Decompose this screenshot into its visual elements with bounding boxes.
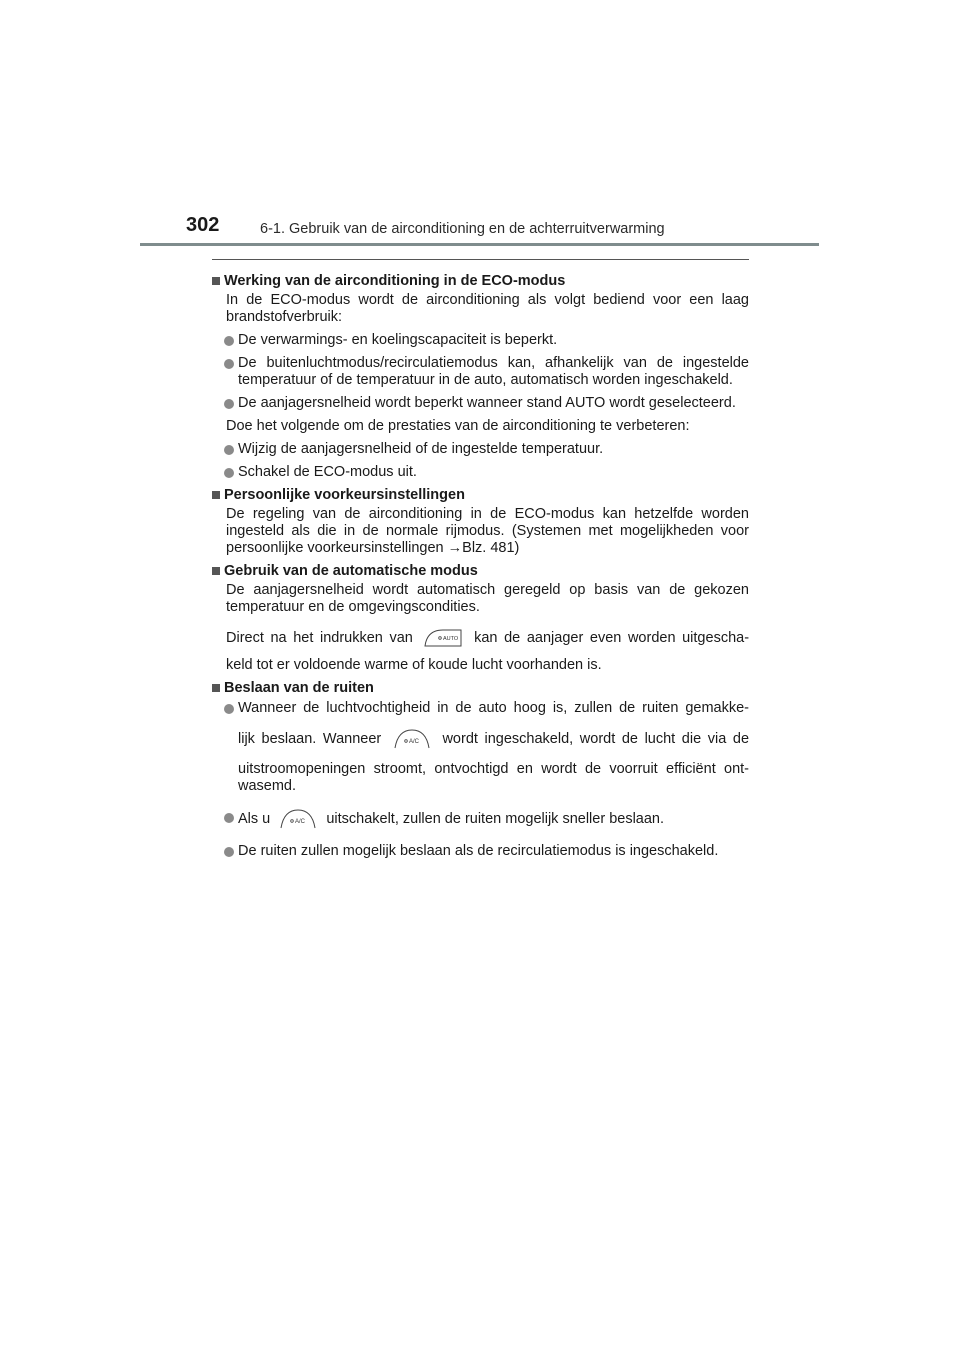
list-item: [212, 464, 749, 481]
square-bullet-icon: [212, 491, 220, 499]
list-item-text: Wijzig de aanjagersnelheid of de ingestelde temperatuur.: [238, 441, 604, 457]
list-item: [212, 700, 749, 795]
auto-text: De aanjagersnelheid wordt automatisch geregeld op basis van de gekozen temperatuur en de omgevingscondities.: [226, 582, 749, 615]
auto-line-1-after: kan de aanjager even worden uitgescha-: [474, 629, 750, 646]
fog-b1-line-2-before: lijk beslaan. Wanneer: [238, 730, 382, 747]
eco-heading-text: Werking van de airconditioning in de ECO-modus: [224, 273, 566, 289]
fog-b1-line-2-after: wordt ingeschakeld, wordt de lucht die via de: [442, 730, 750, 747]
bullet-dot-icon: [224, 399, 234, 409]
ac-button-icon: [278, 809, 318, 829]
list-item-text: De buitenluchtmodus/recirculatiemodus kan, afhankelijk van de ingestelde temperatuur of de temperatuur in de auto, automatisch worden ingeschakeld.: [238, 355, 749, 388]
fog-b1-line-1: Wanneer de luchtvochtigheid in de auto hoog is, zullen de ruiten gemakke-: [238, 700, 749, 716]
bullet-dot-icon: [224, 359, 234, 369]
fog-heading: [212, 680, 749, 697]
personal-heading-text: Persoonlijke voorkeursinstellingen: [224, 487, 465, 503]
bullet-dot-icon: [224, 847, 234, 857]
page-content: [212, 259, 749, 860]
bullet-dot-icon: [224, 813, 234, 823]
personal-text: De regeling van de airconditioning in de ECO-modus kan hetzelfde worden ingesteld als die in de normale rijmodus. (Systemen met mogelijkheden voor persoonlijke voorkeursinstellingen →Blz. 481): [226, 506, 749, 556]
header-rule: [140, 243, 819, 246]
list-item: [212, 809, 749, 829]
square-bullet-icon: [212, 684, 220, 692]
personal-heading: [212, 487, 749, 504]
list-item: [212, 441, 749, 458]
list-item: [212, 332, 749, 349]
auto-heading: [212, 563, 749, 580]
svg-text:A/C: A/C: [408, 739, 419, 745]
list-item: [212, 355, 749, 389]
fog-b1-line-3: uitstroomopeningen stroomt, ontvochtigd en wordt de voorruit efficiënt ont-wasemd.: [238, 761, 749, 794]
eco-heading: [212, 273, 749, 290]
list-item-text: De verwarmings- en koelingscapaciteit is beperkt.: [238, 332, 558, 348]
svg-text:AUTO: AUTO: [443, 636, 459, 642]
auto-inline-text: [212, 628, 749, 674]
ac-button-icon: [392, 729, 432, 749]
list-item-text: De aanjagersnelheid wordt beperkt wanneer stand AUTO wordt geselecteerd.: [238, 395, 736, 411]
list-item: [212, 395, 749, 412]
auto-heading-text: Gebruik van de automatische modus: [224, 563, 478, 579]
auto-button-icon: [423, 628, 463, 648]
bullet-dot-icon: [224, 704, 234, 714]
auto-line-1-before: Direct na het indrukken van: [226, 629, 413, 646]
fog-b1-line-2: [238, 729, 749, 749]
auto-line-1: [226, 628, 749, 648]
chapter-title: 6-1. Gebruik van de airconditioning en de achterruitverwarming: [260, 221, 665, 237]
square-bullet-icon: [212, 277, 220, 285]
square-bullet-icon: [212, 567, 220, 575]
svg-text:A/C: A/C: [295, 819, 306, 825]
eco-improve-intro: Doe het volgende om de prestaties van de airconditioning te verbeteren:: [226, 418, 690, 434]
eco-intro: In de ECO-modus wordt de airconditioning als volgt bediend voor een laag brandstofverbruik:: [226, 292, 749, 325]
auto-line-2: keld tot er voldoende warme of koude lucht voorhanden is.: [226, 657, 602, 673]
page-number: 302: [186, 214, 220, 236]
fog-b2-after: uitschakelt, zullen de ruiten mogelijk sneller beslaan.: [326, 810, 665, 827]
bullet-dot-icon: [224, 445, 234, 455]
fog-b2-before: Als u: [238, 810, 271, 827]
fog-b3-text: De ruiten zullen mogelijk beslaan als de recirculatiemodus is ingeschakeld.: [238, 843, 719, 859]
list-item: [212, 843, 749, 860]
bullet-dot-icon: [224, 468, 234, 478]
list-item-text: Schakel de ECO-modus uit.: [238, 464, 417, 480]
bullet-dot-icon: [224, 336, 234, 346]
fog-heading-text: Beslaan van de ruiten: [224, 680, 374, 696]
